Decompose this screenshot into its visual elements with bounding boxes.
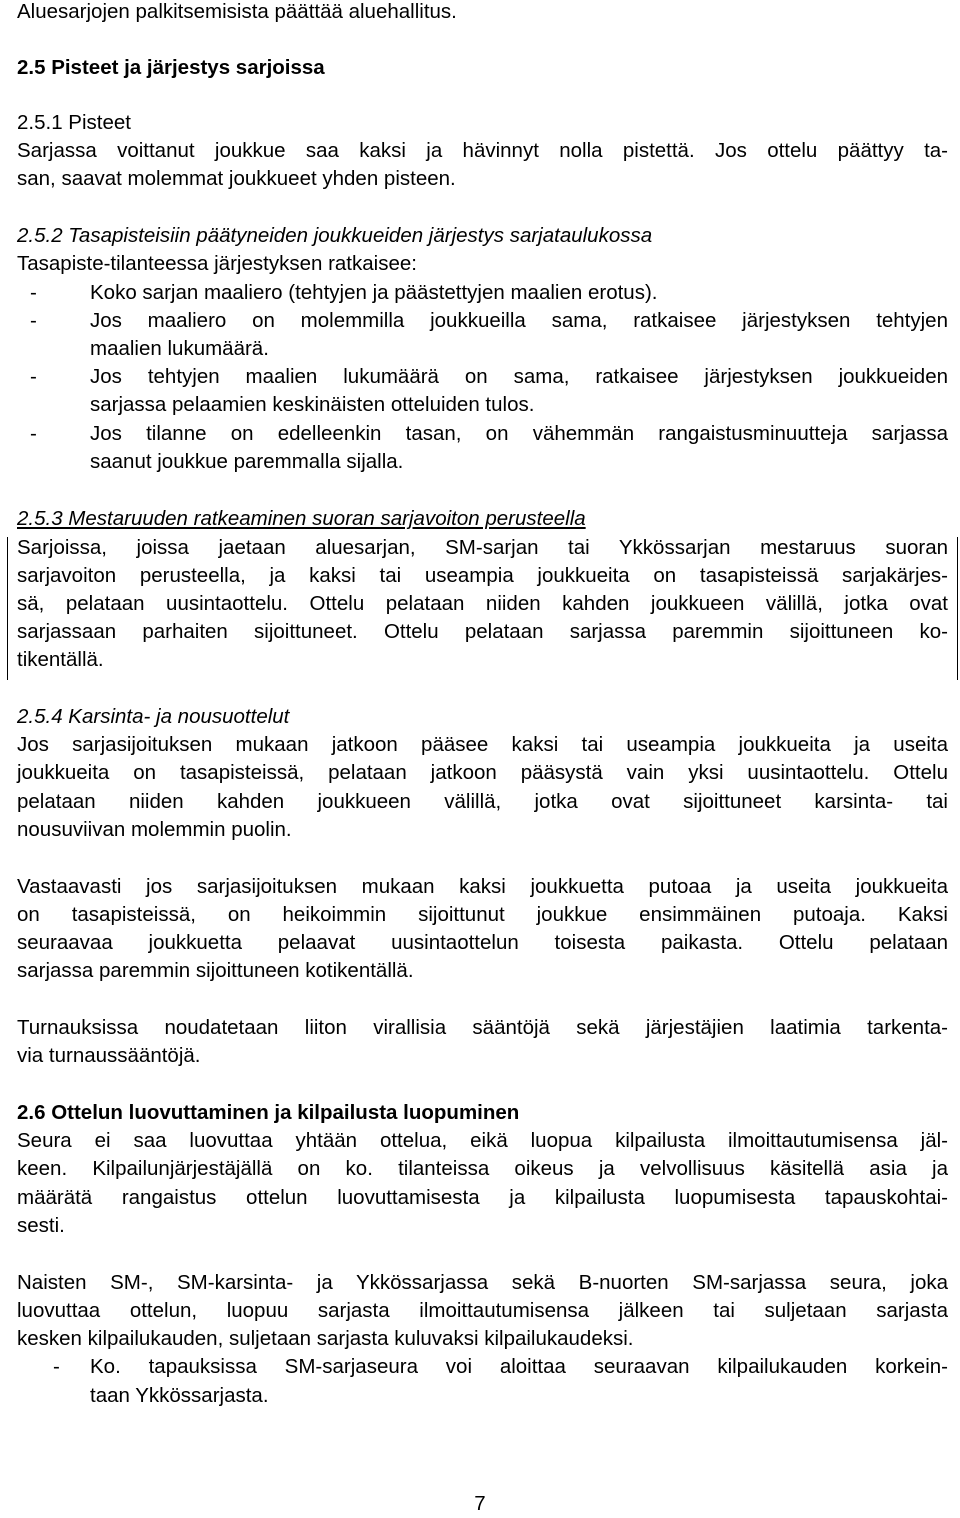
bullet-dash: - bbox=[30, 281, 37, 304]
section-heading-2-5: 2.5 Pisteet ja järjestys sarjoissa bbox=[17, 56, 325, 79]
list-item-text: Ko. tapauksissa SM-sarjaseura voi aloittaa seuraavan kilpailukauden korkein- bbox=[90, 1355, 948, 1378]
paragraph-line: Jos sarjasijoituksen mukaan jatkoon pääsee kaksi tai useampia joukkueita ja useita bbox=[17, 733, 948, 756]
paragraph-line: sarjassa paremmin sijoittuneen kotikentällä. bbox=[17, 959, 414, 982]
subheading-2-5-2: 2.5.2 Tasapisteisiin päätyneiden joukkueiden järjestys sarjataulukossa bbox=[17, 224, 653, 247]
paragraph-line: Seura ei saa luovuttaa yhtään ottelua, eikä luopua kilpailusta ilmoittautumisensa jäl- bbox=[17, 1129, 948, 1152]
paragraph-line: Turnauksissa noudatetaan liiton virallisia sääntöjä sekä järjestäjien laatimia tarkenta- bbox=[17, 1016, 948, 1039]
paragraph-line: sarjassaan parhaiten sijoittuneet. Ottelu pelataan sarjassa paremmin sijoittuneen ko- bbox=[17, 620, 948, 643]
paragraph-line: luovuttaa ottelun, luopuu sarjasta ilmoittautumisensa jälkeen tai suljetaan sarjasta bbox=[17, 1299, 948, 1322]
paragraph-line: keen. Kilpailunjärjestäjällä on ko. tilanteissa oikeus ja velvollisuus käsitellä asia ja bbox=[17, 1157, 948, 1180]
intro-line: Aluesarjojen palkitsemisista päättää aluehallitus. bbox=[17, 0, 457, 23]
list-item-text: Jos tehtyjen maalien lukumäärä on sama, ratkaisee järjestyksen joukkueiden bbox=[90, 365, 948, 388]
paragraph-line: kesken kilpailukauden, suljetaan sarjasta kuluvaksi kilpailukaudeksi. bbox=[17, 1327, 634, 1350]
paragraph-line: tikentällä. bbox=[17, 648, 104, 671]
list-item-continuation: saanut joukkue paremmalla sijalla. bbox=[90, 450, 404, 473]
bullet-dash: - bbox=[30, 422, 37, 445]
paragraph-line: on tasapisteissä, on heikoimmin sijoittunut joukkue ensimmäinen putoaja. Kaksi bbox=[17, 903, 948, 926]
paragraph-line: san, saavat molemmat joukkueet yhden pisteen. bbox=[17, 167, 456, 190]
paragraph-line: määrätä rangaistus ottelun luovuttamisesta ja kilpailusta luopumisesta tapauskohtai- bbox=[17, 1186, 948, 1209]
list-item-continuation: sarjassa pelaamien keskinäisten otteluiden tulos. bbox=[90, 393, 535, 416]
subheading-2-5-1: 2.5.1 Pisteet bbox=[17, 111, 131, 134]
list-item-text: Koko sarjan maaliero (tehtyjen ja päästettyjen maalien erotus). bbox=[90, 281, 658, 304]
paragraph-line: via turnaussääntöjä. bbox=[17, 1044, 201, 1067]
paragraph-line: Naisten SM-, SM-karsinta- ja Ykkössarjassa sekä B-nuorten SM-sarjassa seura, joka bbox=[17, 1271, 948, 1294]
list-item-continuation: taan Ykkössarjasta. bbox=[90, 1384, 269, 1407]
paragraph-line: sarjavoiton perusteella, ja kaksi tai useampia joukkueita on tasapisteissä sarjakärjes- bbox=[17, 564, 948, 587]
paragraph-line: Sarjoissa, joissa jaetaan aluesarjan, SM-sarjan tai Ykkössarjan mestaruus suoran bbox=[17, 536, 948, 559]
bullet-dash: - bbox=[30, 309, 37, 332]
paragraph-line: Vastaavasti jos sarjasijoituksen mukaan kaksi joukkuetta putoaa ja useita joukkueita bbox=[17, 875, 948, 898]
page-number: 7 bbox=[474, 1492, 486, 1515]
change-bar-left bbox=[7, 537, 8, 680]
bullet-dash: - bbox=[53, 1355, 60, 1378]
paragraph-line: seuraavaa joukkuetta pelaavat uusintaottelun toisesta paikasta. Ottelu pelataan bbox=[17, 931, 948, 954]
paragraph-line: joukkueita on tasapisteissä, pelataan jatkoon pääsystä vain yksi uusintaottelu. Ottelu bbox=[17, 761, 948, 784]
section-heading-2-6: 2.6 Ottelun luovuttaminen ja kilpailusta luopuminen bbox=[17, 1101, 520, 1124]
subheading-2-5-3: 2.5.3 Mestaruuden ratkeaminen suoran sarjavoiton perusteella bbox=[17, 507, 586, 530]
list-item-continuation: maalien lukumäärä. bbox=[90, 337, 269, 360]
paragraph-line: sesti. bbox=[17, 1214, 65, 1237]
paragraph-line: sä, pelataan uusintaottelu. Ottelu pelataan niiden kahden joukkueen välillä, jotka ovat bbox=[17, 592, 948, 615]
paragraph-line: Tasapiste-tilanteessa järjestyksen ratkaisee: bbox=[17, 252, 417, 275]
paragraph-line: pelataan niiden kahden joukkueen välillä, jotka ovat sijoittuneet karsinta- tai bbox=[17, 790, 948, 813]
list-item-text: Jos tilanne on edelleenkin tasan, on vähemmän rangaistusminuutteja sarjassa bbox=[90, 422, 948, 445]
list-item-text: Jos maaliero on molemmilla joukkueilla sama, ratkaisee järjestyksen tehtyjen bbox=[90, 309, 948, 332]
change-bar-right bbox=[957, 537, 958, 680]
subheading-2-5-4: 2.5.4 Karsinta- ja nousuottelut bbox=[17, 705, 290, 728]
paragraph-line: Sarjassa voittanut joukkue saa kaksi ja hävinnyt nolla pistettä. Jos ottelu päättyy ta- bbox=[17, 139, 948, 162]
bullet-dash: - bbox=[30, 365, 37, 388]
paragraph-line: nousuviivan molemmin puolin. bbox=[17, 818, 292, 841]
